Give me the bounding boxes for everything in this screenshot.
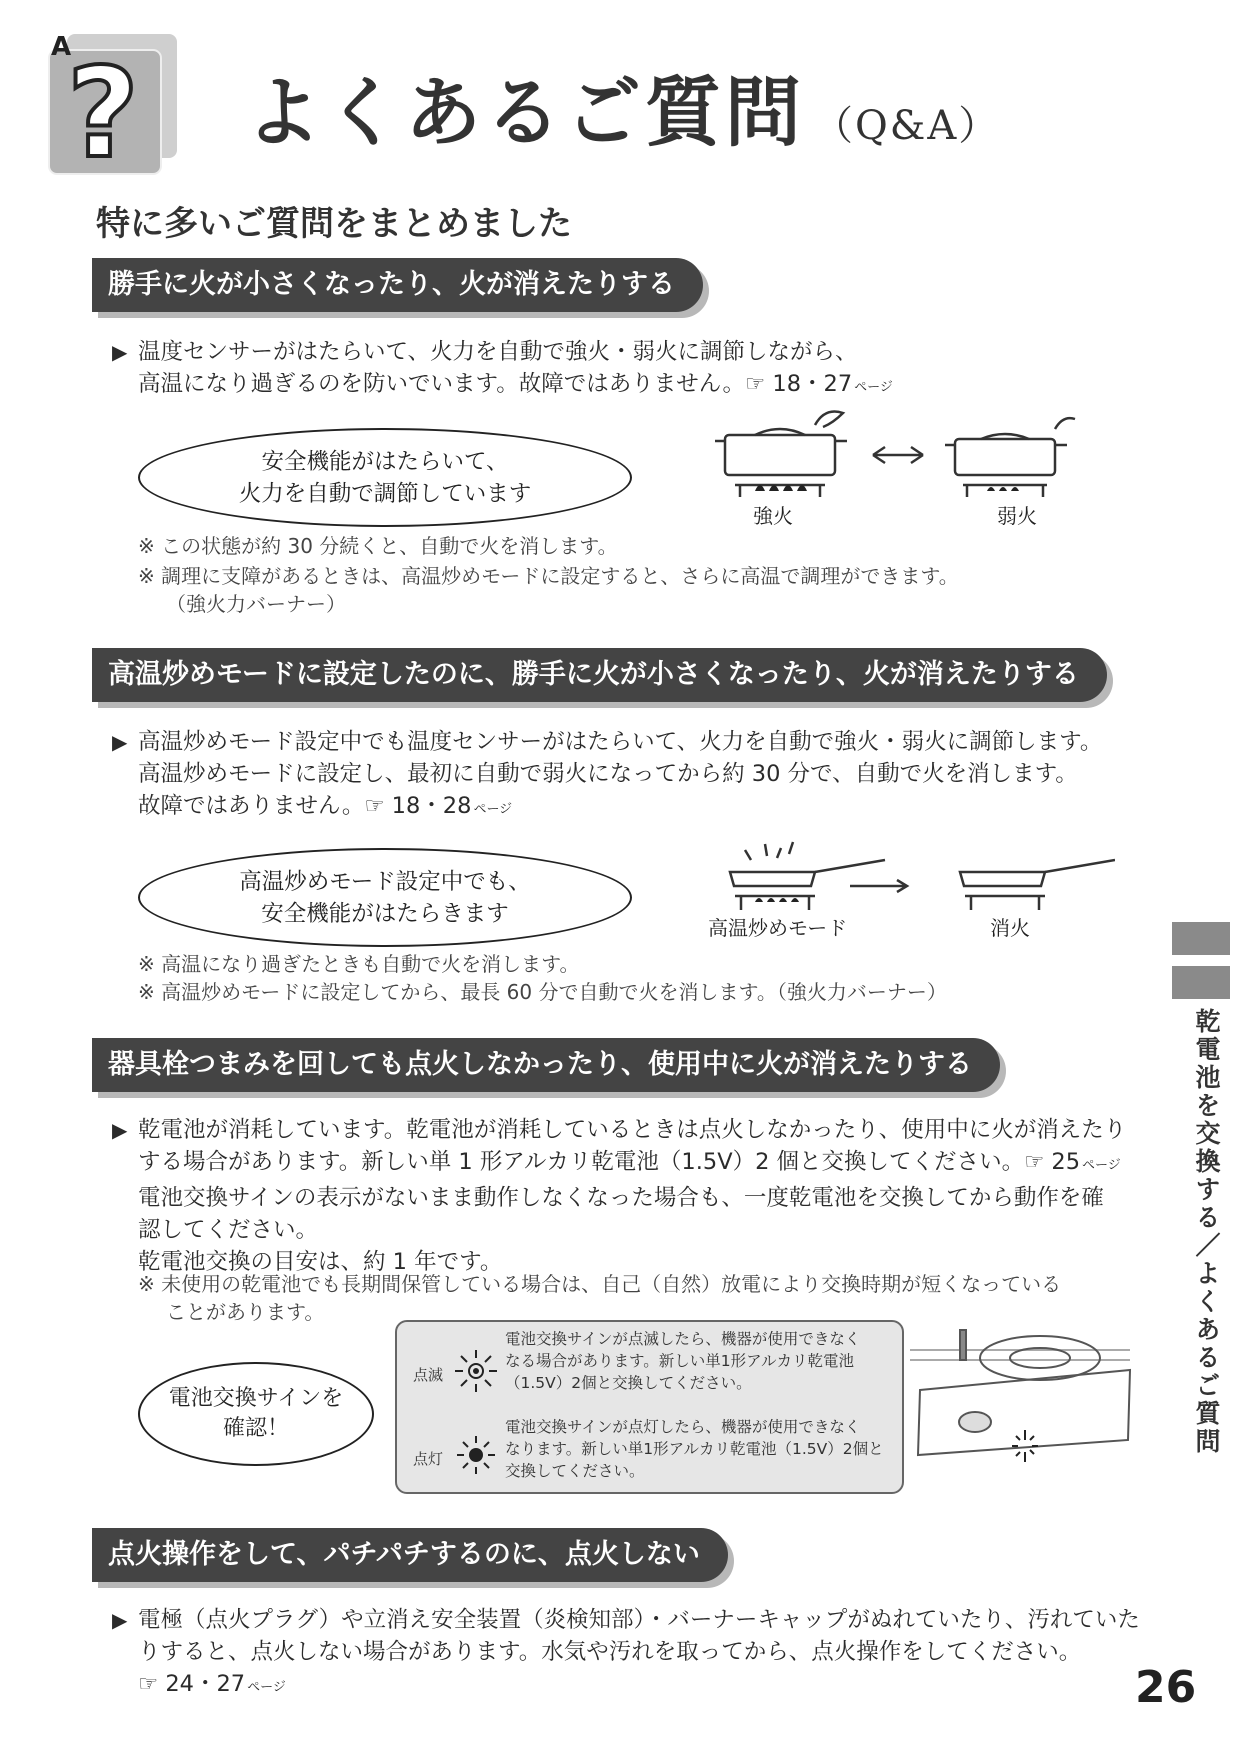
lit-text-3: 交換してください。	[505, 1462, 645, 1480]
answer-4	[112, 1604, 1142, 1704]
lit-text-2: なります。新しい単1形アルカリ乾電池（1.5V）2個と	[505, 1440, 884, 1458]
note-1-1: ※ この状態が約 30 分続くと、自動で火を消します。	[138, 534, 618, 558]
icon-letter: A	[51, 32, 72, 62]
section-heading-2: 高温炒めモードに設定したのに、勝手に火が小さくなったり、火が消えたりする	[92, 648, 1107, 702]
page-title	[245, 52, 1000, 161]
blink-label: 点滅	[413, 1366, 444, 1384]
oval-3-line-1: 電池交換サインを	[168, 1386, 344, 1411]
answer-4-line-3: ☞ 24・27	[138, 1671, 246, 1697]
answer-3-line-1: 乾電池が消耗しています。乾電池が消耗しているときは点火しなかったり、使用中に火が消えたり	[138, 1117, 1127, 1143]
answer-2-line-1: 高温炒めモード設定中でも温度センサーがはたらいて、火力を自動で強火・弱火に調節します。	[138, 729, 1103, 755]
note-1-3: （強火力バーナー）	[166, 592, 346, 616]
answer-2-line-2: 高温炒めモードに設定し、最初に自動で弱火になってから約 30 分で、自動で火を消します。	[138, 761, 1078, 787]
oval-callout-3	[138, 1362, 374, 1466]
answer-1	[112, 336, 1112, 406]
side-tab-1	[1172, 922, 1230, 955]
section-heading-3: 器具栓つまみを回しても点火しなかったり、使用中に火が消えたりする	[92, 1038, 1000, 1092]
blink-text-3: （1.5V）2個と交換してください。	[505, 1374, 752, 1392]
answer-2	[112, 726, 1132, 826]
answer-4-line-2: りすると、点火しない場合があります。水気や汚れを取ってから、点火操作をしてください。	[138, 1639, 1082, 1665]
answer-3-line-3: 電池交換サインの表示がないまま動作しなくなった場合も、一度乾電池を交換してから動作を確	[138, 1185, 1104, 1211]
side-tab-2	[1172, 966, 1230, 999]
bullet-triangle-icon: ▶	[112, 1118, 128, 1142]
label-extinguish: 消火	[990, 916, 1030, 940]
pot-flame-illustration	[705, 405, 1085, 505]
page-number: 26	[1135, 1662, 1197, 1713]
chapter-title-vertical: 乾電池を交換する／よくあるご質問	[1192, 1008, 1221, 1456]
blink-text-1: 電池交換サインが点滅したら、機器が使用できなく	[505, 1330, 861, 1348]
oval-2-line-1: 高温炒めモード設定中でも、	[239, 868, 531, 895]
label-strong-fire: 強火	[753, 504, 793, 528]
lit-sign-icon	[453, 1432, 499, 1478]
section-heading-1: 勝手に火が小さくなったり、火が消えたりする	[92, 258, 703, 312]
oval-callout-2	[138, 848, 632, 947]
label-high-temp-mode: 高温炒めモード	[708, 916, 848, 940]
label-weak-fire: 弱火	[997, 504, 1037, 528]
answer-2-line-3: 故障ではありません。☞ 18・28	[138, 793, 472, 819]
oval-1-line-2: 火力を自動で調節しています	[238, 480, 532, 507]
bullet-triangle-icon: ▶	[112, 730, 128, 754]
battery-sign-infobox	[395, 1320, 904, 1494]
answer-3	[112, 1114, 1142, 1279]
lit-text-1: 電池交換サインが点灯したら、機器が使用できなく	[505, 1418, 861, 1436]
answer-3-line-4: 認してください。	[138, 1217, 319, 1243]
title-text: よくあるご質問	[245, 68, 805, 157]
note-2-2: ※ 高温炒めモードに設定してから、最長 60 分で自動で火を消します。（強火力バーナー）	[138, 980, 947, 1004]
lit-label: 点灯	[413, 1450, 444, 1468]
svg-text:?: ?	[67, 42, 139, 180]
answer-3-line-5: 乾電池交換の目安は、約 1 年です。	[138, 1249, 503, 1275]
title-suffix: （Q&A）	[813, 103, 1001, 149]
bullet-triangle-icon: ▶	[112, 340, 128, 364]
bullet-triangle-icon: ▶	[112, 1608, 128, 1632]
note-1-2: ※ 調理に支障があるときは、高温炒めモードに設定すると、さらに高温で調理ができます。	[138, 564, 959, 588]
oval-1-line-1: 安全機能がはたらいて、	[261, 448, 509, 475]
oval-3-line-2: 確認！	[222, 1416, 289, 1441]
stove-panel-illustration	[900, 1320, 1140, 1480]
blink-text-2: なる場合があります。新しい単1形アルカリ乾電池	[505, 1352, 855, 1370]
page-suffix: ページ	[473, 802, 513, 817]
note-3-1: ※ 未使用の乾電池でも長期間保管している場合は、自己（自然）放電により交換時期が短くなっている	[138, 1272, 1062, 1296]
page-subtitle: 特に多いご質問をまとめました	[96, 204, 572, 244]
page-suffix: ページ	[247, 1680, 286, 1695]
note-2-1: ※ 高温になり過ぎたときも自動で火を消します。	[138, 952, 580, 976]
blinking-sign-icon	[453, 1348, 499, 1394]
page-suffix: ページ	[854, 380, 893, 395]
answer-3-line-2: する場合があります。新しい単 1 形アルカリ乾電池（1.5V）2 個と交換してください。☞ 25	[138, 1149, 1081, 1175]
answer-1-line-1: 温度センサーがはたらいて、火力を自動で強火・弱火に調節しながら、	[138, 339, 858, 365]
answer-4-line-1: 電極（点火プラグ）や立消え安全装置（炎検知部）・バーナーキャップがぬれていたり、汚れていた	[138, 1607, 1140, 1633]
oval-callout-1	[138, 428, 632, 527]
note-3-2: ことがあります。	[166, 1300, 325, 1324]
section-heading-4: 点火操作をして、パチパチするのに、点火しない	[92, 1528, 728, 1582]
oval-2-line-2: 安全機能がはたらきます	[261, 900, 509, 927]
answer-1-line-2: 高温になり過ぎるのを防いでいます。故障ではありません。☞ 18・27	[138, 371, 853, 397]
qa-icon	[45, 30, 185, 180]
page-suffix: ページ	[1082, 1158, 1121, 1173]
